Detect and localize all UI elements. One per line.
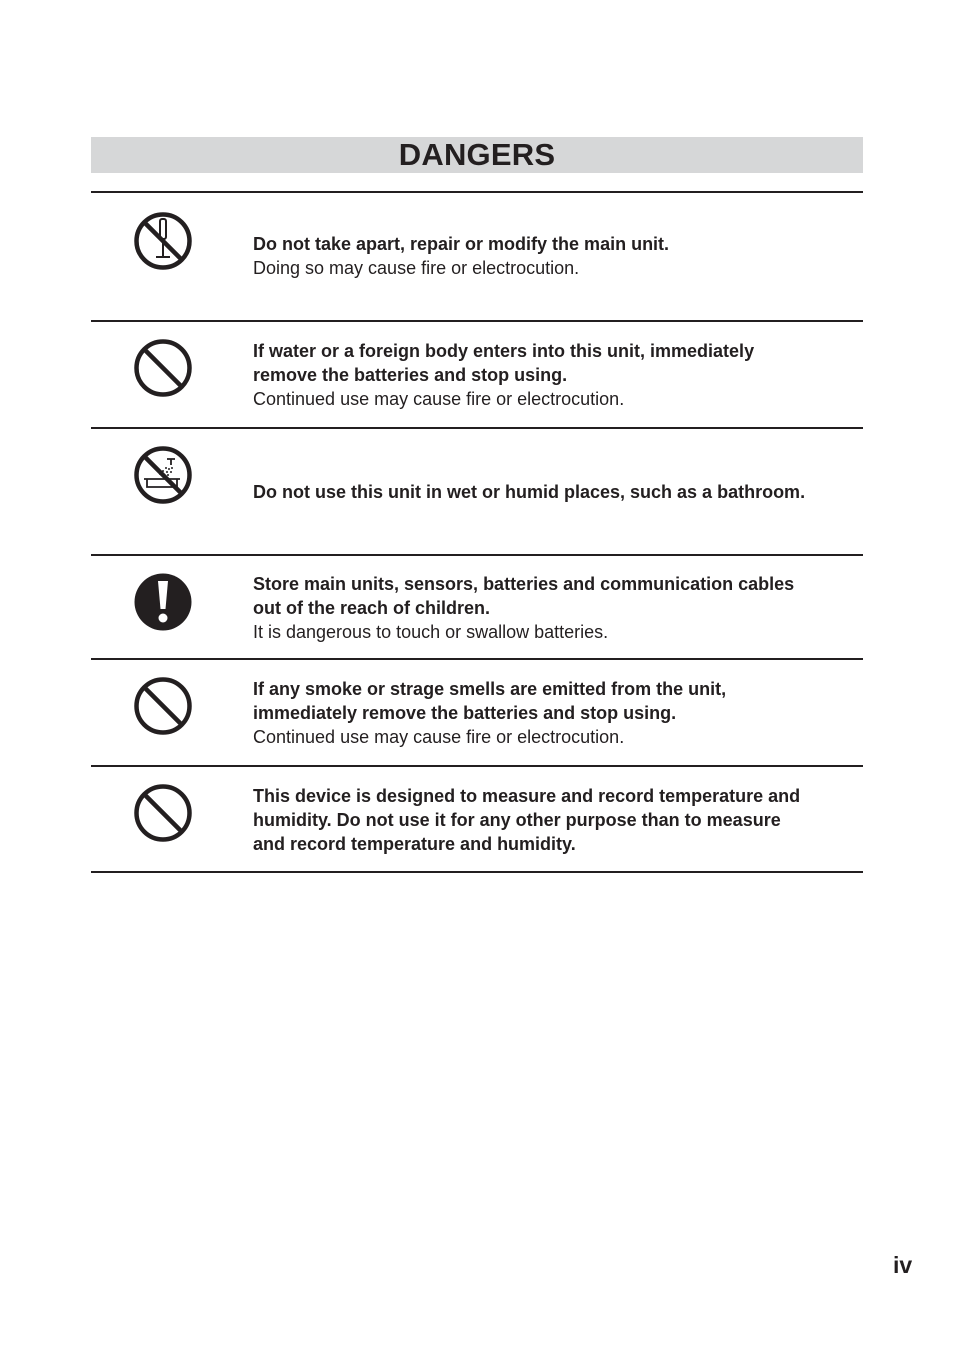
danger-item-intended-use	[91, 765, 863, 873]
no-disassembly-icon	[133, 211, 193, 271]
page-title: DANGERS	[398, 137, 556, 172]
danger-description: It is dangerous to touch or swallow batteries.	[253, 622, 609, 642]
danger-heading-line: and record temperature and humidity.	[253, 834, 576, 854]
danger-description: Continued use may cause fire or electrocution.	[253, 389, 625, 409]
danger-item-water	[91, 320, 863, 427]
danger-heading-line: remove the batteries and stop using.	[253, 365, 568, 385]
no-wet-places-icon	[133, 445, 193, 505]
danger-description: Continued use may cause fire or electrocution.	[253, 727, 625, 747]
prohibited-icon	[133, 783, 193, 843]
danger-heading-line: This device is designed to measure and record temperature and	[253, 786, 801, 806]
danger-list	[91, 191, 863, 873]
danger-item-wet-places	[91, 427, 863, 554]
danger-description: Doing so may cause fire or electrocution.	[253, 258, 580, 278]
danger-heading: Do not use this unit in wet or humid places, such as a bathroom.	[253, 482, 806, 502]
dangers-heading-bar	[91, 137, 863, 173]
danger-heading-line: If any smoke or strage smells are emitted from the unit,	[253, 679, 727, 699]
mandatory-exclamation-icon	[133, 572, 193, 632]
danger-heading-line: out of the reach of children.	[253, 598, 491, 618]
danger-item-smoke	[91, 658, 863, 765]
danger-item-children	[91, 554, 863, 658]
page-number: iv	[893, 1252, 913, 1278]
prohibited-icon	[133, 676, 193, 736]
danger-item-disassembly	[91, 191, 863, 320]
danger-heading-line: If water or a foreign body enters into this unit, immediately	[253, 341, 755, 361]
danger-heading: Do not take apart, repair or modify the main unit.	[253, 234, 670, 254]
danger-heading-line: Store main units, sensors, batteries and communication cables	[253, 574, 795, 594]
danger-heading-line: humidity. Do not use it for any other purpose than to measure	[253, 810, 781, 830]
prohibited-icon	[133, 338, 193, 398]
danger-heading-line: immediately remove the batteries and stop using.	[253, 703, 677, 723]
